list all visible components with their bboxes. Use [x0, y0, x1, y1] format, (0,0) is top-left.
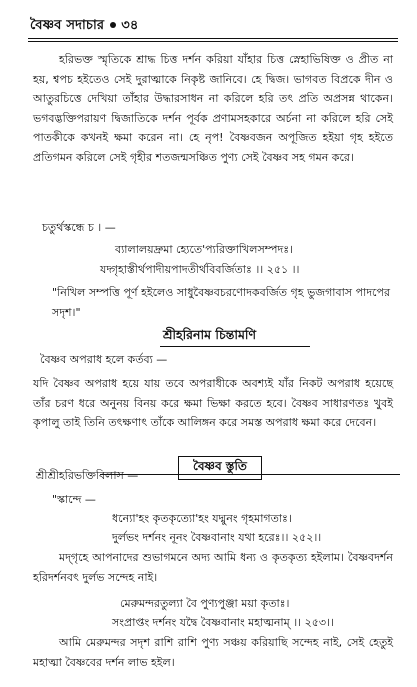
subhead-vaishnava-aparadha: বৈষ্ণব অপরাধ হলে কর্তব্য —	[40, 353, 168, 366]
source-hari-bhakti-vilasa: শ্রীশ্রীহরিভক্তিবিলাস —	[36, 469, 139, 482]
verse-253-line-1: মেরুমন্দরতুল্যা বৈ পুণ্যপুঞ্জা ময়া কৃতাঃ।	[120, 597, 290, 610]
heading-vaishnava-stuti: বৈষ্ণব স্তুতি	[178, 456, 262, 480]
verse-253-line-2: সংপ্রাপ্তং দর্শনং যদ্বৈ বৈষ্ণবানাং মহাত্মনাম্ ।। ২৫৩।।	[112, 616, 334, 629]
bullet-separator	[110, 22, 116, 28]
paragraph-252-translation: মদ্‌গৃহে আপনাদের শুভাগমনে অদ্য আমি ধন্য ও কৃতকৃত্য হইলাম। বৈষ্ণবদর্শন হরিদর্শনবৎ দুর্লভ সন্দেহ নাই।	[33, 551, 393, 584]
verse-252-line-1: ধন্যো'হং কৃতকৃত্যো'হং যদ্মুনং গৃহমাগতাঃ।	[112, 512, 292, 525]
heading-underline	[160, 346, 310, 347]
header-rule-thin	[28, 41, 398, 42]
verse-252-line-2: দুর্লভং দর্শনং নূনং বৈষ্ণবানাং যথা হরেঃ।। ২৫২।।	[112, 531, 322, 544]
verse-251-line-1: ব্যালালয়দ্রুমা হ্যেতে'প্যরিক্তাখিলসম্পদঃ।	[115, 243, 294, 256]
header-rule-thick	[28, 38, 398, 39]
paragraph-aparadha: যদি বৈষ্ণব অপরাধ হয়ে যায় তবে অপরাধীকে অবশ্যই যাঁর নিকট অপরাধ হয়েছে তাঁর চরণ ধরে অনুনয় বিনয় করে ক্ষমা ভিক্ষা করতে হবে। বৈষ্ণব সাধারণতঃ খুবই কৃপালু তাই তিনি তৎক্ষণাৎ তাঁকে আলিঙ্গন করে সমস্ত অপরাধ ক্ষমা করে দেবেন।	[33, 377, 393, 429]
page-number: ৩৪	[121, 18, 139, 33]
page-header	[30, 16, 395, 37]
source-caturtha-skandha: চতুর্থস্কন্ধে চ । —	[42, 221, 116, 234]
running-title: বৈষ্ণব সদাচার	[30, 18, 105, 33]
heading-harinama-cintamani: শ্রীহরিনাম চিন্তামণি	[163, 327, 257, 342]
source-skanda: "স্কান্দে —	[52, 493, 96, 506]
verse-251-line-2: যদ্গৃহাস্তীর্থপাদীয়পাদতীর্থবিবর্জিতাঃ ।। ২৫১ ।।	[100, 263, 300, 276]
paragraph-253-translation: আমি মেরুমন্দর সদৃশ রাশি রাশি পুণ্য সঞ্চয় করিয়াছি সন্দেহ নাই, সেই হেতুই মহাত্মা বৈষ্ণবের দর্শন লাভ হইল।	[33, 636, 393, 669]
translation-251: "নিখিল সম্পত্তি পূর্ণ হইলেও সাধুবৈষ্ণবচরণোদকবর্জিত গৃহ ভুজগাবাস পাদপের সদৃশ।"	[52, 286, 390, 319]
paragraph-1: হরিভক্ত স্মৃতিকে শ্রাদ্ধ চিত্ত দর্শন করিয়া যাঁহার চিত্ত স্নেহাভিষিক্ত ও প্রীত না হয়, শ্বপচ হইতেও সেই দুরাত্মাকে নিকৃষ্ট জানিবে। হে দ্বিজ। ভাগবত বিপ্রকে দীন ও আতুরচিত্তে দেখিয়া তাঁহার উদ্ধারসাধন না করিলে হরি তৎ প্রতি অপ্রসন্ন থাকেন। ভগবদ্ভক্তিপরায়ণ দ্বিজাতিকে দর্শন পূর্বক প্রণামসহকারে অর্চনা না করিলে হরি সেই পাতকীকে কখনই ক্ষমা করেন না। হে নৃপ! বৈষ্ণবজন অপূজিত হইয়া গৃহ হইতে প্রতিগমন করিলে সেই গৃহীর শতজন্মসঞ্চিত পুণ্য সেই বৈষ্ণব সহ গমন করে।	[33, 53, 393, 164]
